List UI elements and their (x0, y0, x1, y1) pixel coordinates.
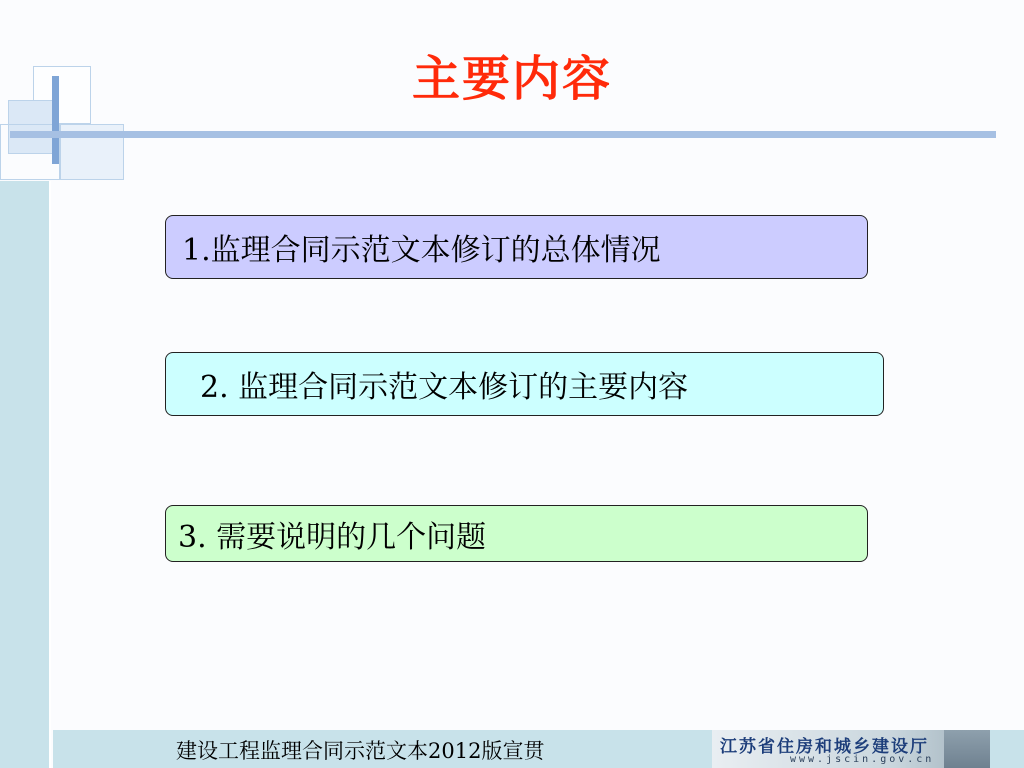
footer-logo-title: 江苏省住房和城乡建设厅 (720, 737, 929, 757)
content-item-label: 1.监理合同示范文本修订的总体情况 (182, 233, 661, 268)
content-item-label: 2. 监理合同示范文本修订的主要内容 (200, 370, 689, 405)
content-item-1[interactable] (165, 215, 868, 279)
content-item-label: 3. 需要说明的几个问题 (178, 519, 487, 555)
footer-text: 建设工程监理合同示范文本2012版宣贯 (176, 739, 545, 763)
slide-title: 主要内容 (411, 51, 612, 107)
content-item-3[interactable] (165, 505, 868, 562)
title-divider (10, 131, 996, 138)
footer-logo-url: www.jscin.gov.cn (790, 754, 935, 765)
left-sidebar-bar (0, 181, 51, 768)
content-item-2[interactable] (165, 352, 884, 416)
building-image (944, 730, 990, 768)
footer-logo (712, 730, 990, 768)
